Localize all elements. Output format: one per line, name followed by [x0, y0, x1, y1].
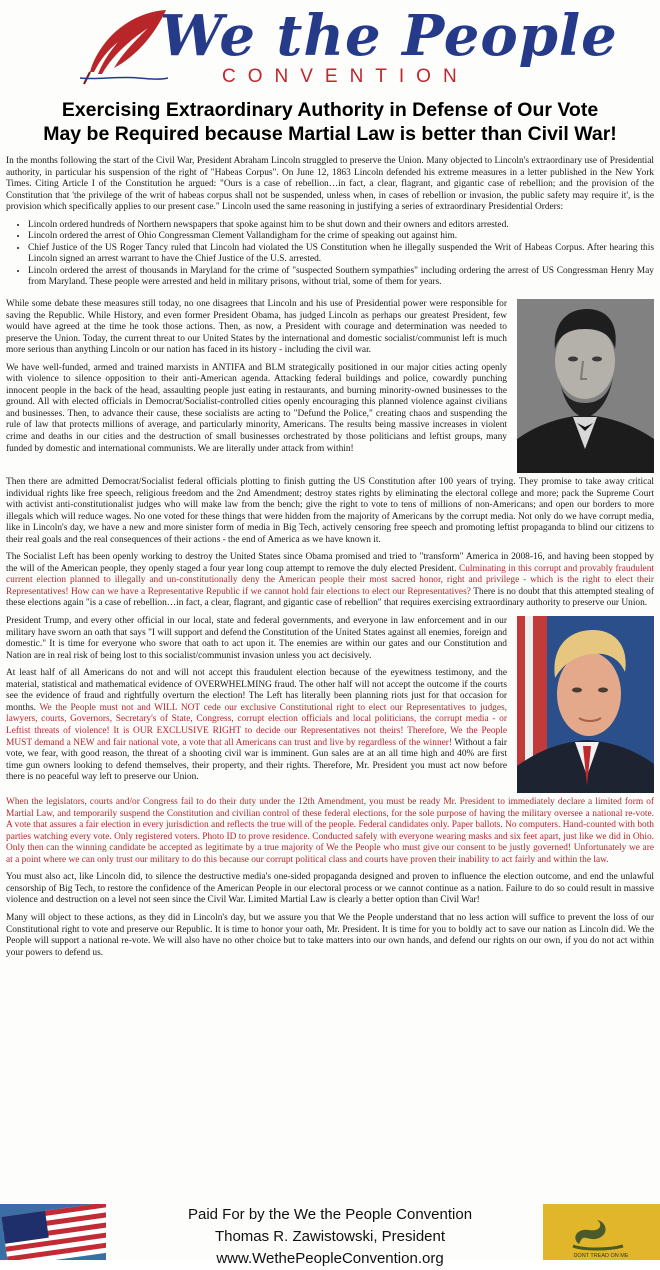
paragraph-antifa: We have well-funded, armed and trained marxists in ANTIFA and BLM strategically positioned in our major cities acting openly with violence to silence opposition to their anti-American agenda. Attacking federal buildings and police, cowardly punching innocent people in the back of the head, assaulting people just eating in restaurants, and burning minority-owned businesses to the ground. All with elected officials in Democrat/Socialist-controlled cities openly encouraging this planned violence against civilians and businesses. Then, to advance their cause, these socialists are acting to "Defund the Police," creating chaos and suspending the rule of law that protects millions of average, and particularly minority, Americans. The results being massive increases in violent crime and deaths in our cities and the destruction of small businesses orchestrated by those politicians and leftist groups, many funded by domestic and international communists. We are literally under attack from within!: [6, 362, 507, 454]
brand-subtitle: CONVENTION: [222, 66, 469, 87]
headline-line-1: Exercising Extraordinary Authority in Defense of Our Vote: [61, 99, 599, 121]
website-link[interactable]: www.WethePeopleConvention.org: [216, 1250, 444, 1267]
highlighted-text: We the People must not and WILL NOT cede our exclusive Constitutional right to elect our Representatives to judges, lawyers, courts, Governors, Secretary's of State, Congress, corrupt election officials and local politicians, the corrupt media - or Leftist threats of violence! It is OUR EXCLUSIVE RIGHT to decide our Representatives not theirs! Therefore, We the People MUST demand a NEW and fair national vote, a vote that all Americans can trust and live by regardless of the winner!: [6, 702, 507, 748]
paragraph-debate: While some debate these measures still today, no one disagrees that Lincoln and his use of Presidential power were responsible for saving the Republic. While History, and even former President Obama, has judged Lincoln as perhaps our greatest President, few would have agreed at the time he took those actions. Then, as now, a President with courage and determination was needed to preserve the Union. Today, the current threat to our United States by the international and domestic socialist/communist left is much more serious than anything Lincoln or our nation has faced in its history - including the civil war.: [6, 299, 507, 356]
list-item: • Lincoln ordered the arrest of thousands in Maryland for the crime of "suspected Southern sympathies" including ordering the arrest of US Congressman Henry May from Maryland. These people were arrested and held in military prisons, without trial, some of them for years.: [28, 266, 654, 289]
masthead: [0, 0, 660, 92]
president-line: Thomas R. Zawistowski, President: [214, 1228, 446, 1245]
text-run: Without a fair vote, we fear, with good reason, the threat of a shooting civil war is imminent. Gun sales are at an all time high and 40% are first time gun owners looking to defend themselves, their property, and their rights. Therefore, Mr. President you must act now before there is no peaceful way left to preserve our Union.: [6, 737, 507, 783]
highlighted-text: Culminating in this corrupt and provably fraudulent current election planned to illegally and un-constitutionally deny the American people their most sacred honor, right and privilege - which is the right to elect their Representatives! How can we have a Representative Republic if we cannot hold fair elections to elect our Representatives?: [6, 563, 654, 597]
gadsden-flag-icon: [543, 1204, 660, 1260]
gadsden-motto: DONT TREAD ON ME: [573, 1253, 629, 1259]
list-item: • Lincoln ordered hundreds of Northern newspapers that spoke against him to be shut down and their owners and editors arrested.: [28, 220, 654, 232]
paragraph-oath: President Trump, and every other official in our local, state and federal governments, and everyone in law enforcement and in our military have sworn an oath that says "I will support and defend the Constitution of the United States against all enemies, foreign and domestic." It is time for everyone who swore that oath to act upon it. The enemies are within our gates and our Constitution and Nation are in real risk of being lost to this socialist/communist invasion unless you act decisively.: [6, 616, 507, 661]
article-body: [0, 156, 660, 959]
lincoln-portrait: [517, 299, 654, 473]
us-flag-icon: [0, 1204, 106, 1260]
footer: [0, 1196, 660, 1267]
text-run: There is no doubt that this attempted stealing of these elections again "is a case of rebellion…in fact, a clear, flagrant, and gigantic case of rebellion" that requires exercising extraordinary authority to preserve our Union.: [6, 586, 654, 609]
text-run: At least half of all Americans do not and will not accept this fraudulent election because of the eyewitness testimony, and the material, statistical and mathematical evidence of OVERWHELMING fraud. The other half will not accept the outcome if the courts see the evidence of fraud and rightfully overturn the election! The Left has literally been planning riots just for that occasion for months.: [6, 668, 507, 713]
list-item: • Chief Justice of the US Roger Tancy ruled that Lincoln had violated the US Constitution when he illegally suspended the Writ of Habeas Corpus. After hearing this Lincoln signed an arrest warrant to have the Chief Justice of the U.S. arrested.: [28, 243, 654, 266]
headline: [6, 98, 654, 146]
text-run: The Socialist Left has been openly working to destroy the United States since Obama promised and tried to "transform" America in 2008-16, and having been stopped by the will of the American people, they openly staged a four year long coup attempt to remove the duly elected President.: [6, 552, 654, 574]
paragraph-federal-officials: Then there are admitted Democrat/Socialist federal officials plotting to finish gutting the US Constitution after 100 years of trying. They promise to take away critical individual rights like free speech, religious freedom and the 2nd Amendment; destroy states rights by eliminating the electoral college and more; pack the Supreme Court with activist anti-constitutionalist judges who will make law from the bench; give the right to vote to tens of millions of non-Americans; and open our borders to more illegals which will reduce wages. No one voted for these things that were hidden from the majority of Americans by the corrupt media. Not only do we have corrupt media, like in Lincoln's day, we have a new and more sinister form of media in Big Tech, actively censoring free speech and promoting leftist propaganda to blind our citizens to their real goals and the real consequences of their actions - the end of America as we have known it.: [6, 477, 654, 545]
list-item: • Lincoln ordered the arrest of Ohio Congressman Clement Vallandigham for the crime of speaking out against him.: [28, 231, 654, 243]
lincoln-orders-list: [6, 220, 654, 289]
paragraph-media: You must also act, like Lincoln did, to silence the destructive media's one-sided propaganda designed and proven to influence the election outcome, and end the unlawful censorship of Big Tech, to restore the confidence of the American People in our electoral process or we cannot continue as a nation. Failure to do so could result in massive violence and destruction on a level not seen since the Civil War. Limited Martial Law is clearly a better option than Civil War!: [6, 872, 654, 906]
paragraph-martial-law: When the legislators, courts and/or Congress fail to do their duty under the 12th Amendment, you must be ready Mr. President to immediately declare a limited form of Martial Law, and temporarily suspend the Constitution and civilian control of these federal elections, for the sole purpose of having the military oversee a national re-vote. A vote that assures a fair election in every jurisdiction and reflects the true will of the people. Federal candidates only. Paper ballots. No computers. Hand-counted with both parties watching every vote. Only registered voters. Photo ID to prove residence. Conducted safely with everyone wearing masks and six feet apart, just like we did in Ohio. Only then can the winning candidate be accepted as legitimate by a true majority of We the People who must give our consent to be justly governed! Unfortunately we are at a point where we can only trust our military to do this because our corrupt political class and courts have proven their inability to act fairly and within the law.: [6, 797, 654, 865]
paragraph-socialist-left: [6, 552, 654, 610]
headline-line-2: May be Required because Martial Law is better than Civil War!: [43, 123, 617, 145]
paragraph-intro: In the months following the start of the Civil War, President Abraham Lincoln struggled to preserve the Union. Many objected to Lincoln's extraordinary use of Presidential authority, in particular his suspension of the right of "Habeas Corpus". On June 12, 1863 Lincoln defended his extreme measures in a letter published in the New York Times. Citing Article I of the Constitution he argued: "Ours is a case of rebellion…in fact, a clear, flagrant, and gigantic case of rebellion; and the provision of the Constitution that 'the privilege of the writ of habeas corpus shall not be suspended, unless when, in cases of rebellion or invasion, the public safety may require it', is the provision which specifically applies to our present case." Lincoln used the same reasoning in justifying a series of extraordinary Presidential Orders:: [6, 156, 654, 213]
paragraph-closing: Many will object to these actions, as they did in Lincoln's day, but we assure you that We the People understand that no less action will suffice to prevent the loss of our Constitutional right to vote and preserve our Republic. It is time to honor your oath, Mr. President. It is time for you to boldly act to save our nation as Lincoln did. We the People will support a national re-vote. We will also have no other choice but to take matters into our own hands, and defend our rights on our own, if you do not act within your powers to defend us.: [6, 912, 654, 958]
quill-icon: [78, 6, 170, 86]
trump-portrait: [517, 616, 654, 793]
brand-title: We the People: [160, 3, 618, 69]
paid-for-line: Paid For by the We the People Convention: [187, 1206, 473, 1223]
footer-text: [120, 1204, 540, 1270]
